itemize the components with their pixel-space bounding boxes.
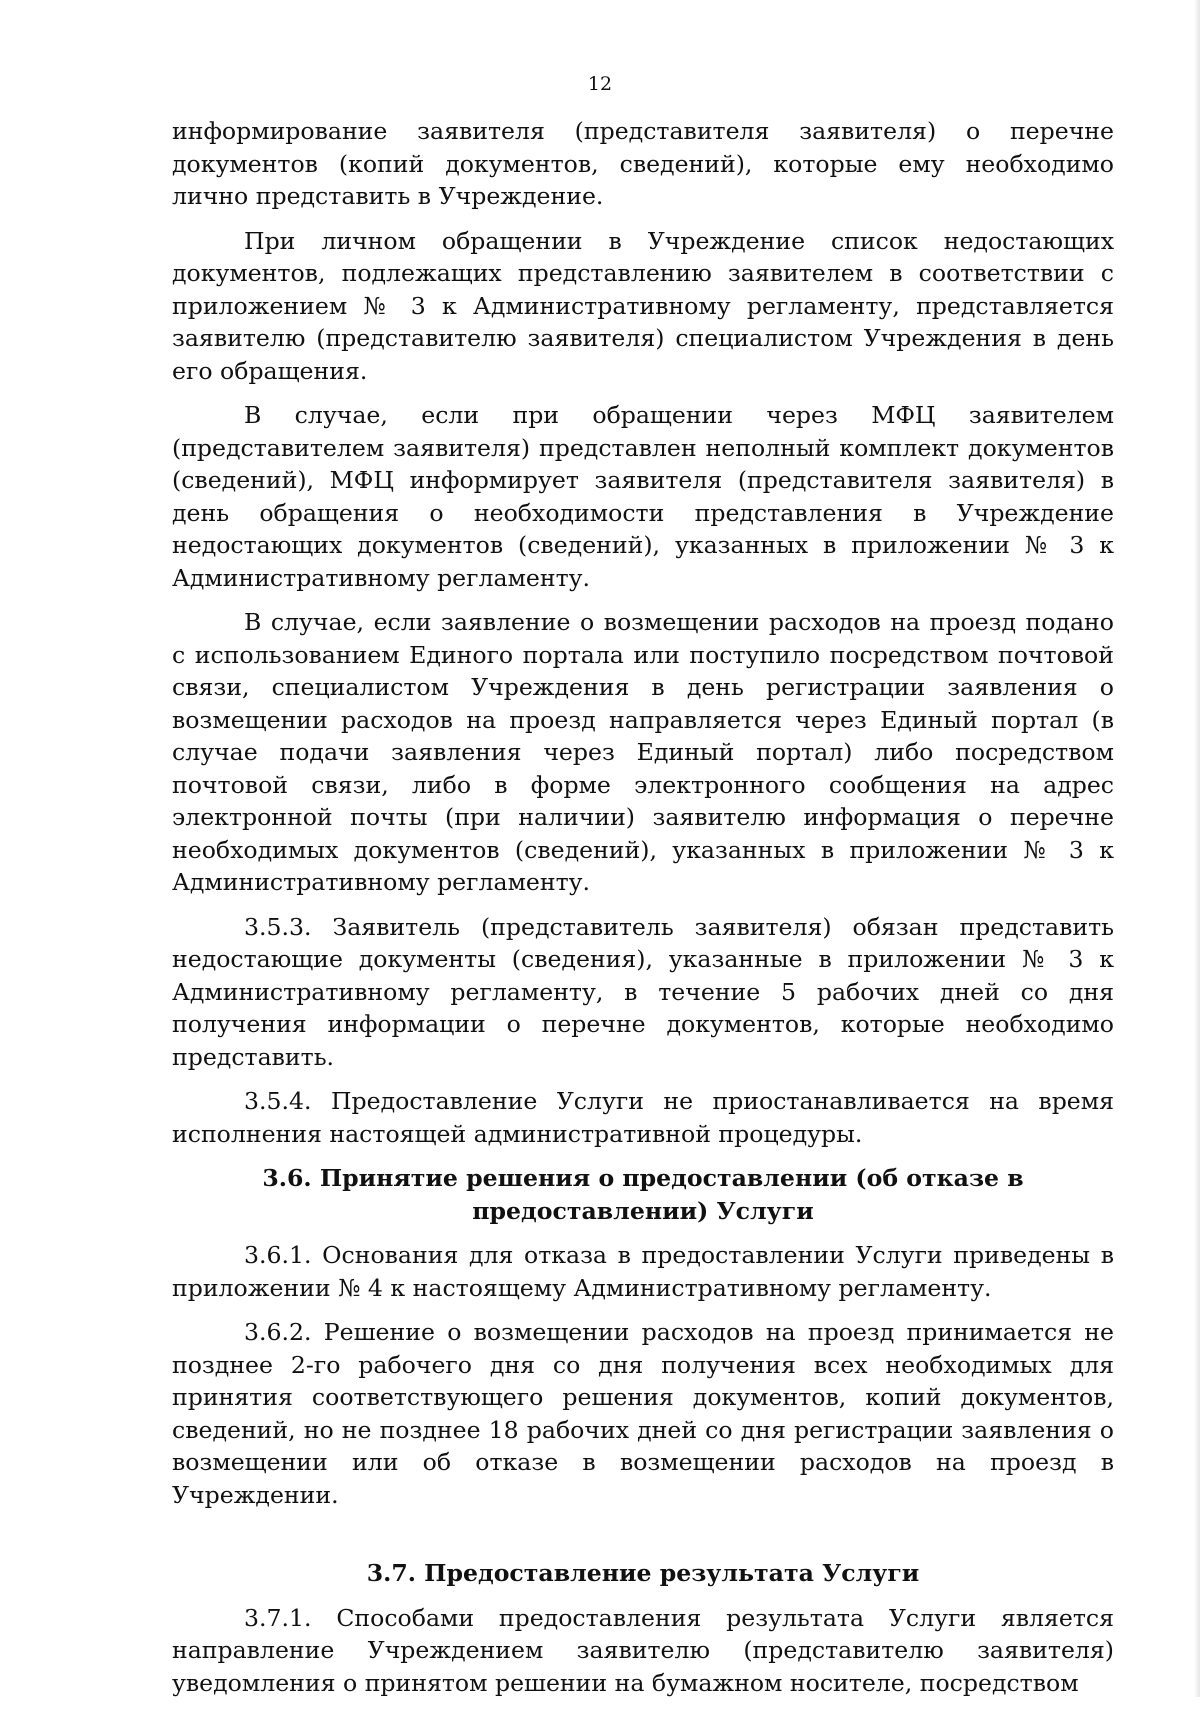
- paragraph-3-5-4: 3.5.4. Предоставление Услуги не приостанавливается на время исполнения настоящей административной процедуры.: [172, 1087, 1114, 1148]
- document-body: [172, 115, 1114, 1711]
- paragraph-portal-or-mail: В случае, если заявление о возмещении расходов на проезд подано с использованием Единого портала или поступило посредством почтовой связи, специалистом Учреждения в день регистрации заявления о возмещении расходов на проезд направляется через Единый портал (в случае подачи заявления через Единый портал) либо посредством почтовой связи, либо в форме электронного сообщения на адрес электронной почты (при наличии) заявителю информация о перечне необходимых документов (сведений), указанных в приложении № 3 к Административному регламенту.: [172, 608, 1114, 896]
- paragraph-3-6-1: 3.6.1. Основания для отказа в предоставлении Услуги приведены в приложении № 4 к настоящему Административному регламенту.: [172, 1241, 1114, 1302]
- paragraph-3-6-2: 3.6.2. Решение о возмещении расходов на проезд принимается не позднее 2-го рабочего дня со дня получения всех необходимых для принятия соответствующего решения документов, копий документов, сведений, но не позднее 18 рабочих дней со дня регистрации заявления о возмещении или об отказе в возмещении расходов на проезд в Учреждении.: [172, 1318, 1114, 1509]
- paragraph-mfc-incomplete-set: В случае, если при обращении через МФЦ заявителем (представителем заявителя) представлен неполный комплект документов (сведений), МФЦ информирует заявителя (представителя заявителя) в день обращения о необходимости представления в Учреждение недостающих документов (сведений), указанных в приложении № 3 к Административному регламенту.: [172, 401, 1114, 592]
- page-edge-shadow: [1194, 0, 1200, 1697]
- section-heading-3-6: 3.6. Принятие решения о предоставлении (об отказе в предоставлении) Услуги: [262, 1164, 1024, 1225]
- paragraph-3-5-3: 3.5.3. Заявитель (представитель заявителя) обязан представить недостающие документы (сведения), указанные в приложении № 3 к Административному регламенту, в течение 5 рабочих дней со дня получения информации о перечне документов, которые необходимо представить.: [172, 912, 1114, 1071]
- section-heading-3-7: 3.7. Предоставление результата Услуги: [366, 1559, 920, 1587]
- page-number: 12: [587, 73, 613, 95]
- paragraph-personal-visit: При личном обращении в Учреждение список недостающих документов, подлежащих представлению заявителем в соответствии с приложением № 3 к Административному регламенту, представляется заявителю (представителю заявителя) специалистом Учреждения в день его обращения.: [172, 226, 1114, 385]
- paragraph-informing-applicant: информирование заявителя (представителя заявителя) о перечне документов (копий документов, сведений), которые ему необходимо лично представить в Учреждение.: [172, 117, 1114, 210]
- paragraph-3-7-1: 3.7.1. Способами предоставления результата Услуги является направление Учреждением заявителю (представителю заявителя) уведомления о принятом решении на бумажном носителе, посредством: [172, 1603, 1114, 1697]
